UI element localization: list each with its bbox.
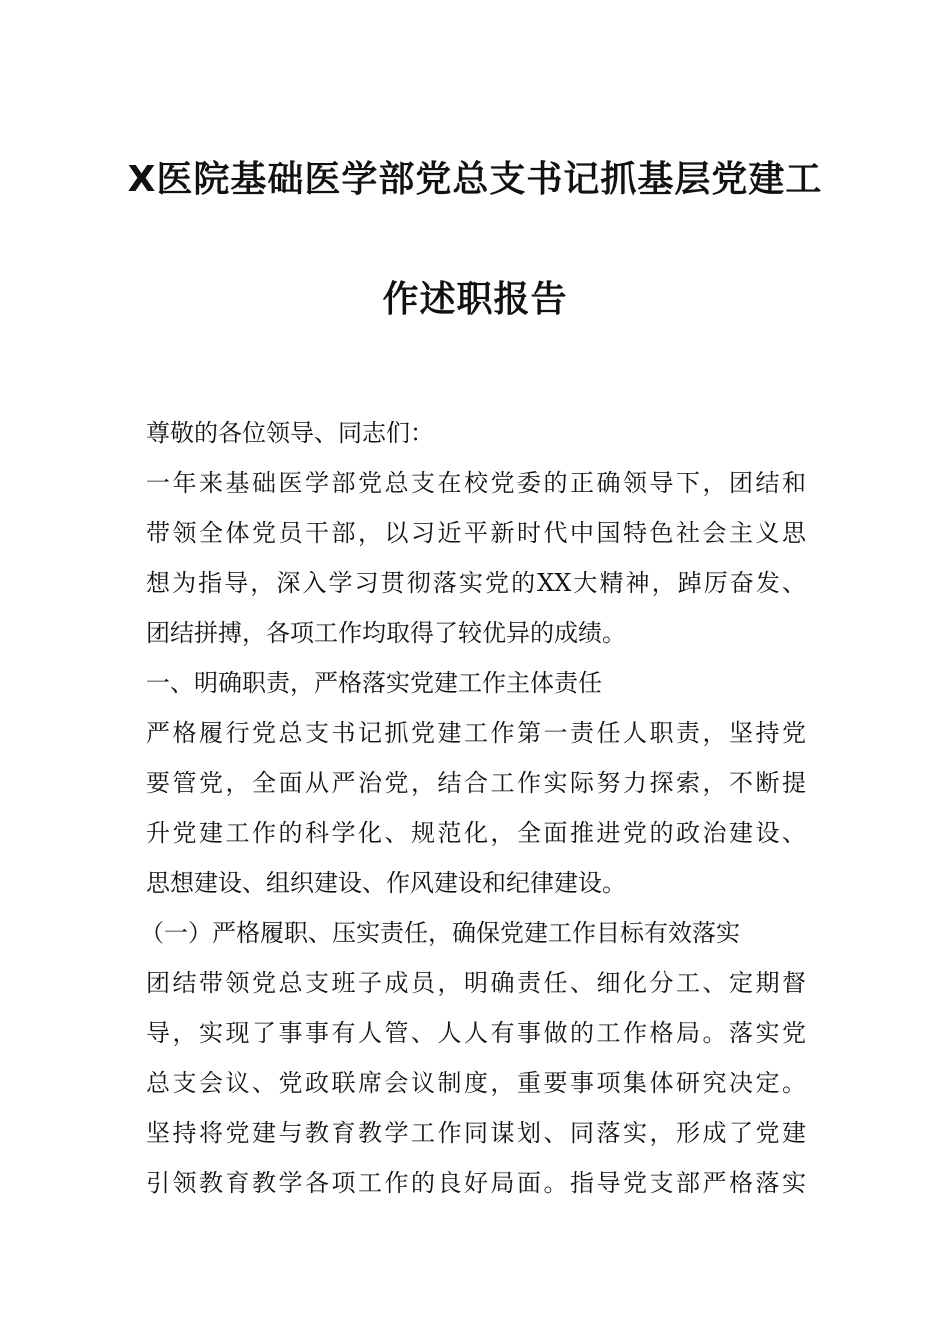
body-line: 团结拼搏，各项工作均取得了较优异的成绩。 bbox=[146, 619, 626, 647]
body-line: 总支会议、党政联席会议制度，重要事项集体研究决定。 bbox=[146, 1069, 806, 1097]
body-line: 严格履行党总支书记抓党建工作第一责任人职责，坚持党 bbox=[146, 719, 806, 747]
body-line: 一年来基础医学部党总支在校党委的正确领导下，团结和 bbox=[146, 469, 806, 497]
body-line: 引领教育教学各项工作的良好局面。指导党支部严格落实 bbox=[146, 1169, 806, 1197]
body-line: 导，实现了事事有人管、人人有事做的工作格局。落实党 bbox=[146, 1019, 806, 1047]
body-line: 坚持将党建与教育教学工作同谋划、同落实，形成了党建 bbox=[146, 1119, 806, 1147]
body-line: 要管党，全面从严治党，结合工作实际努力探索，不断提 bbox=[146, 769, 806, 797]
body-line: 团结带领党总支班子成员，明确责任、细化分工、定期督 bbox=[146, 969, 806, 997]
body-line: 想为指导，深入学习贯彻落实党的XX大精神，踔厉奋发、 bbox=[146, 569, 806, 597]
document-title-line-1: X医院基础医学部党总支书记抓基层党建工 bbox=[127, 159, 823, 200]
section-heading: 一、明确职责，严格落实党建工作主体责任 bbox=[146, 669, 602, 697]
body-line: 带领全体党员干部，以习近平新时代中国特色社会主义思 bbox=[146, 519, 806, 547]
body-line: 思想建设、组织建设、作风建设和纪律建设。 bbox=[146, 869, 626, 897]
body-line: 升党建工作的科学化、规范化，全面推进党的政治建设、 bbox=[146, 819, 806, 847]
salutation: 尊敬的各位领导、同志们： bbox=[146, 419, 434, 447]
subsection-heading: （一）严格履职、压实责任，确保党建工作目标有效落实 bbox=[140, 919, 740, 947]
document-title-line-2: 作述职报告 bbox=[382, 279, 568, 320]
